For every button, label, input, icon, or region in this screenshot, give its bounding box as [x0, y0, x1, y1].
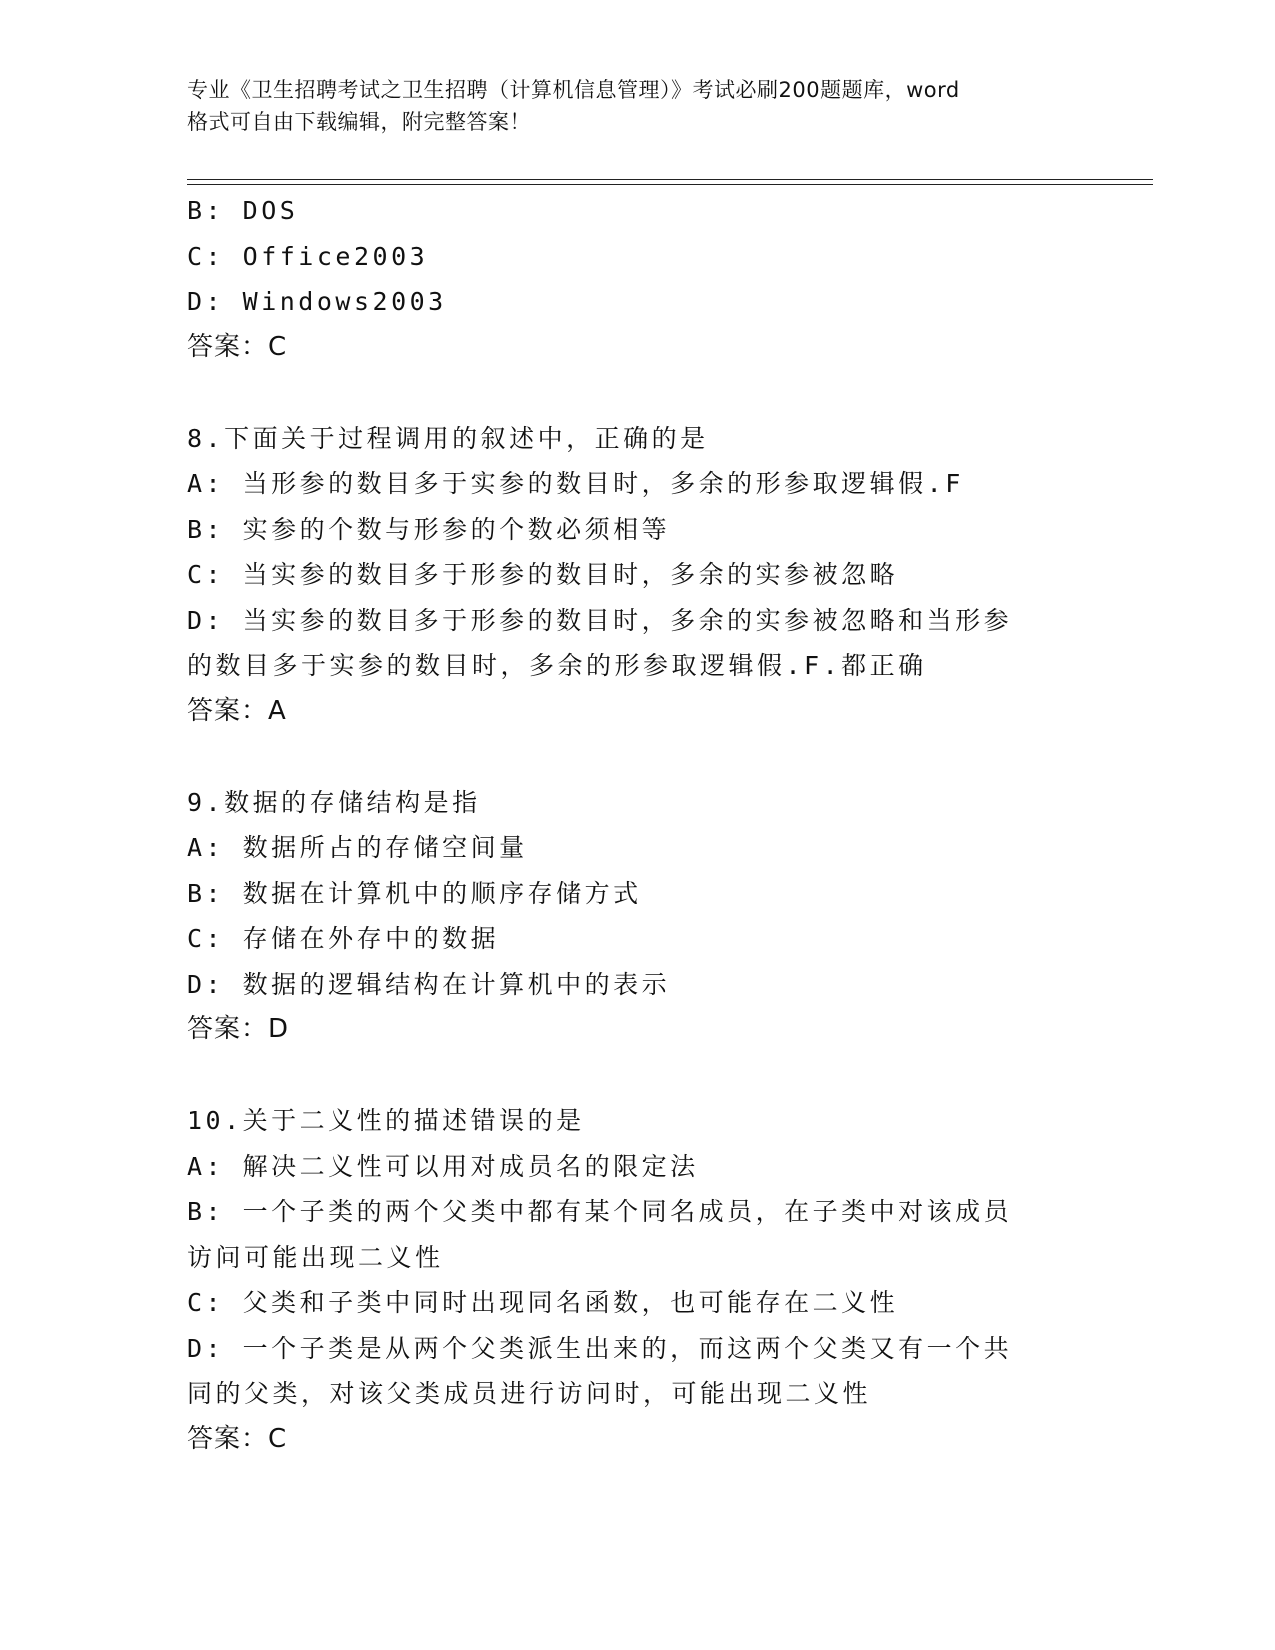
- option-d: D: 数据的逻辑结构在计算机中的表示: [187, 969, 671, 999]
- question-8: [187, 416, 1087, 735]
- option-a: A: 数据所占的存储空间量: [187, 833, 528, 862]
- option-b: B: 数据在计算机中的顺序存储方式: [187, 878, 642, 908]
- spacer: [187, 370, 1087, 416]
- header-title-line-2: 格式可自由下载编辑，附完整答案！: [187, 110, 531, 134]
- option-d: D: 一个子类是从两个父类派生出来的，而这两个父类又有一个共同的父类，对该父类成员进行访问时，可能出现二义性: [187, 1333, 1013, 1408]
- question-stem: 9.数据的存储结构是指: [187, 787, 481, 817]
- option-a: A: 当形参的数目多于实参的数目时，多余的形参取逻辑假.F: [187, 469, 964, 498]
- option-b: B: 实参的个数与形参的个数必须相等: [187, 514, 671, 544]
- answer-label: 答案：D: [187, 1014, 290, 1044]
- question-stem: 10.关于二义性的描述错误的是: [187, 1106, 585, 1135]
- option-b: B: DOS: [187, 196, 299, 225]
- answer-label: 答案：A: [187, 695, 287, 726]
- option-d: D: Windows2003: [187, 287, 447, 316]
- option-c: C: 父类和子类中同时出现同名函数，也可能存在二义性: [187, 1288, 899, 1317]
- question-list: [187, 188, 1087, 1462]
- question-stem: 8.下面关于过程调用的叙述中，正确的是: [187, 423, 709, 453]
- option-c: C: Office2003: [187, 241, 429, 271]
- question-7-continued: [187, 188, 1087, 370]
- spacer: [187, 734, 1087, 780]
- option-c: C: 存储在外存中的数据: [187, 924, 500, 953]
- option-d: D: 当实参的数目多于形参的数目时，多余的实参被忽略和当形参的数目多于实参的数目时，多余的形参取逻辑假.F.都正确: [187, 605, 1013, 680]
- header-divider-top: [187, 179, 1153, 180]
- answer-label: 答案：C: [187, 331, 288, 362]
- option-a: A: 解决二义性可以用对成员名的限定法: [187, 1151, 699, 1181]
- question-10: [187, 1098, 1087, 1462]
- header-title-line-1: 专业《卫生招聘考试之卫生招聘（计算机信息管理）》考试必刷200题题库，word: [187, 78, 960, 102]
- document-header: [187, 74, 1087, 138]
- header-divider-bottom: [187, 184, 1153, 185]
- option-c: C: 当实参的数目多于形参的数目时，多余的实参被忽略: [187, 560, 899, 589]
- option-b: B: 一个子类的两个父类中都有某个同名成员，在子类中对该成员访问可能出现二义性: [187, 1197, 1013, 1272]
- answer-label: 答案：C: [187, 1423, 288, 1454]
- question-9: [187, 780, 1087, 1053]
- spacer: [187, 1053, 1087, 1099]
